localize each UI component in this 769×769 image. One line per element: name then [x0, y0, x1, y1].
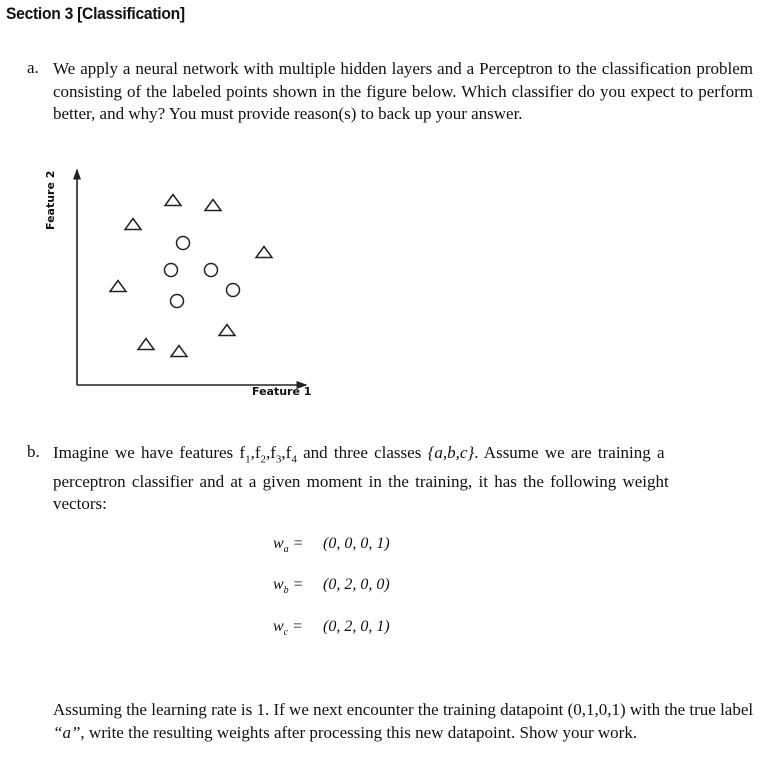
- question-b-text-part: . Assume we are training a perceptron classifier and at a given moment in the training, it has the following weight vectors:: [53, 443, 669, 514]
- question-b-followup: [53, 699, 765, 744]
- question-b-text-part: Imagine we have features f: [53, 443, 246, 462]
- followup-text-part: Assuming the learning rate is 1. If we next encounter the training datapoint (0,1,0,1) with the true label: [53, 700, 754, 719]
- weight-vector-b: $w_b = (0$, 2, 0, 0): [273, 576, 390, 597]
- feature-subscript: 1: [245, 453, 251, 466]
- weight-name: w: [273, 618, 284, 635]
- section-title: Section 3 [Classification]: [6, 4, 185, 23]
- circle-point: [171, 295, 184, 308]
- data-points: [110, 195, 272, 357]
- y-axis-label: Feature 2: [44, 170, 57, 230]
- weight-subscript: a: [283, 544, 289, 556]
- question-a-label: a.: [27, 58, 39, 77]
- question-b-text: Imagine we have features $f_1,f_2,f_3,f_4$ and three classes {a,b,c}. Assume we are training a perceptron classifier and at a given moment in the training, it has the following weight vectors:: [53, 443, 669, 514]
- followup-text-part: , write the resulting weights after processing this new datapoint. Show your work.: [80, 722, 638, 742]
- circle-point: [177, 237, 190, 250]
- triangle-point: [205, 200, 221, 211]
- feature-subscript: 2: [260, 453, 266, 466]
- circle-point: [205, 264, 218, 277]
- circle-point: [227, 284, 240, 297]
- triangle-point: [110, 281, 126, 292]
- weight-name: w: [273, 576, 284, 593]
- question-b-label: b.: [27, 442, 40, 461]
- triangle-point: [165, 195, 181, 206]
- feature-subscript: 3: [275, 453, 282, 466]
- triangle-point: [256, 247, 272, 258]
- feature-subscript: 4: [291, 453, 297, 466]
- weight-vector-c: $w_c = (0$, 2, 0, 1): [273, 618, 390, 639]
- weight-value: (0, 2, 0, 0): [323, 576, 390, 593]
- question-b-text-part: and three classes: [296, 443, 428, 462]
- weight-subscript: c: [283, 627, 289, 639]
- weight-value: (0, 0, 0, 1): [323, 535, 390, 552]
- triangle-point: [171, 346, 187, 357]
- x-axis-label: Feature 1: [252, 385, 312, 398]
- weight-vector-a: $w_a = (0$, 0, 0, 1): [273, 535, 390, 556]
- weight-value: (0, 2, 0, 1): [323, 618, 390, 635]
- triangle-point: [219, 325, 235, 336]
- circle-point: [165, 264, 178, 277]
- question-a-text: We apply a neural network with multiple hidden layers and a Perceptron to the classification problem consisting of the labeled points shown in the figure below. Which classifier do you expect to perform better, and why? You must provide reason(s) to back up your answer.: [53, 59, 753, 123]
- true-label: “a”: [53, 722, 81, 742]
- classes-set: {a,b,c}: [427, 443, 475, 462]
- weight-name: w: [273, 535, 284, 552]
- triangle-point: [138, 339, 154, 350]
- triangle-point: [125, 219, 141, 230]
- weight-subscript: b: [283, 585, 289, 597]
